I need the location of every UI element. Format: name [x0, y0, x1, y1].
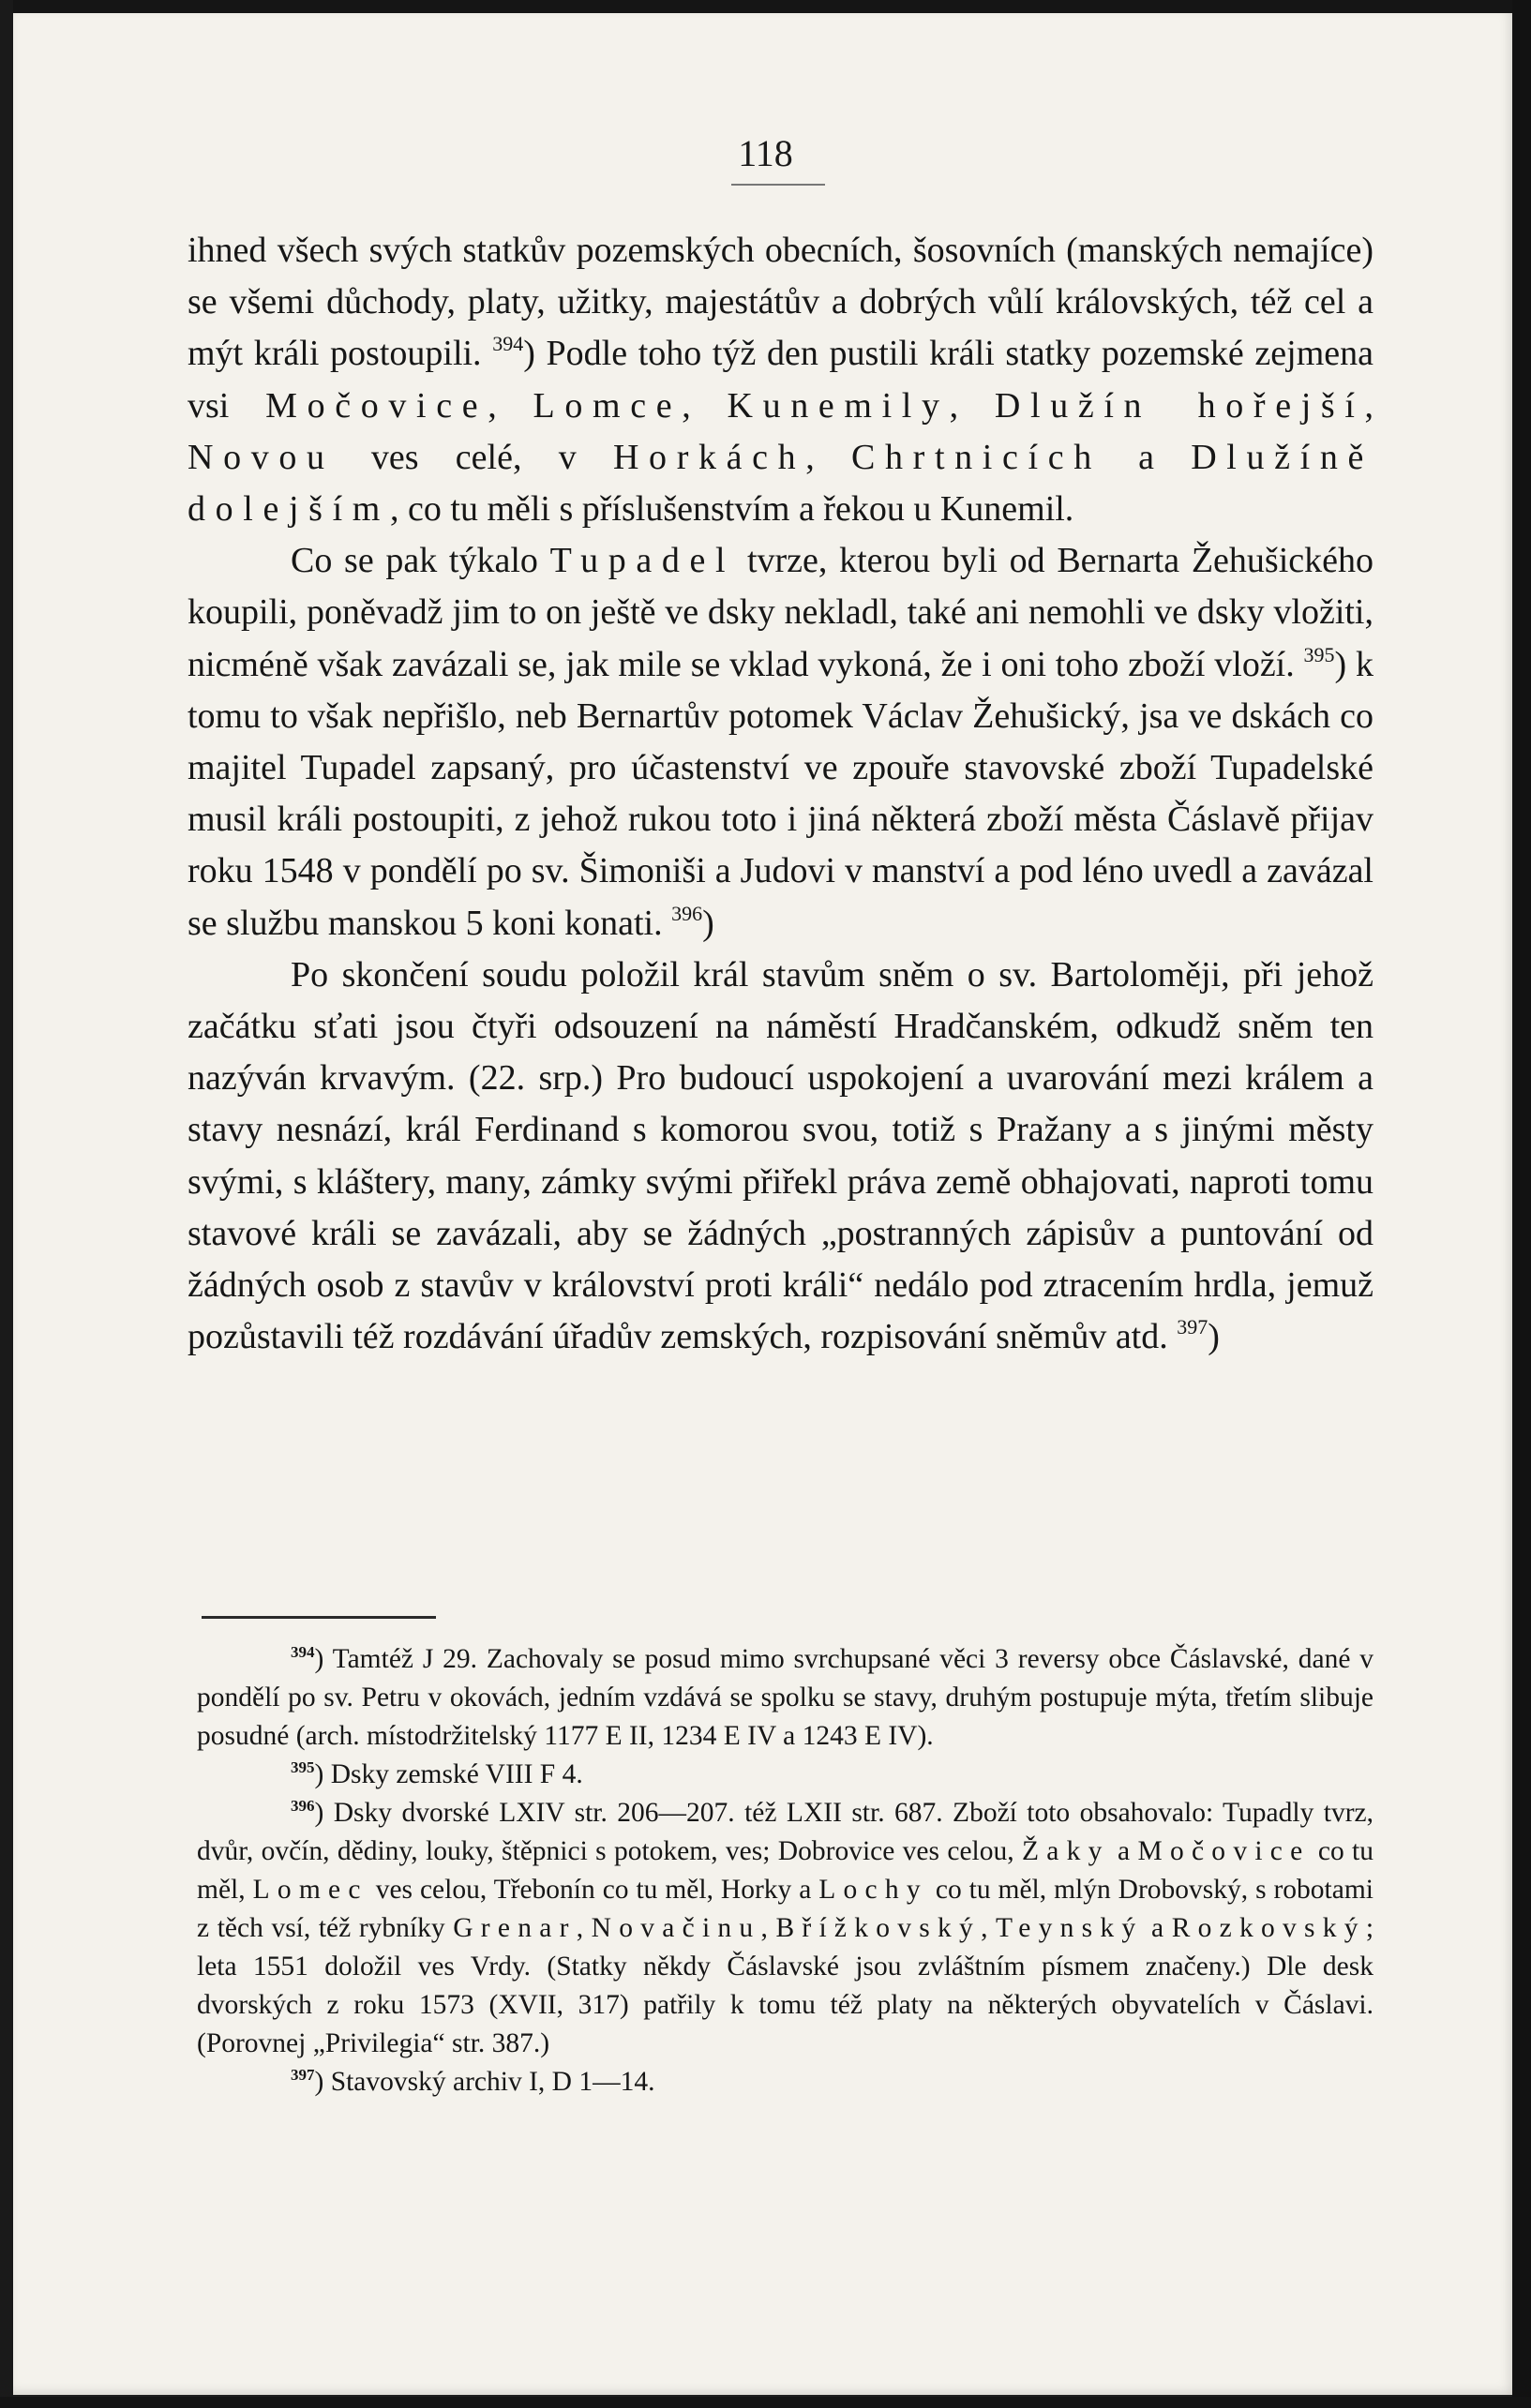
page-number-rule: [731, 184, 825, 186]
spaced-emphasis: Chrtnicích: [851, 437, 1102, 477]
text-run: ihned všech svých statkův pozemských obecních, šosovních (manských nemajíce) se všemi důchody, platy, užitky, majestátův a dobrých vůlí královských, též cel a mýt králi postoupili.: [188, 231, 1373, 374]
scan-border-left: [0, 0, 13, 2408]
text-run: ) Tamtéž J 29. Zachovaly se posud mimo svrchupsané věci 3 reversy obce Čáslavské, dané v pondělí po sv. Petru v okovách, jedním vzdává se spolku se stavy, druhým postupuje mýta, třetím slibuje posudné (arch. místodržitelský 1177 E II, 1234 E IV a 1243 E IV).: [197, 1644, 1373, 1751]
text-run: ,: [981, 1913, 997, 1943]
spaced-emphasis: Lomec: [252, 1875, 368, 1905]
paragraph: [188, 535, 1373, 950]
text-run: ,: [949, 385, 995, 426]
paragraph: [188, 950, 1373, 1364]
footnote-reference: 396: [291, 1797, 315, 1815]
footnote-reference: 394: [291, 1643, 315, 1661]
text-run: , co tu měli s příslušenstvím a řekou u Kunemil.: [390, 489, 1074, 530]
text-run: ,: [576, 1913, 592, 1943]
text-run: ): [702, 903, 714, 943]
spaced-emphasis: Tupadel: [549, 541, 736, 581]
spaced-emphasis: Rozkovský: [1171, 1913, 1366, 1943]
spaced-emphasis: Horkách: [612, 437, 806, 477]
text-run: co tu měl, mlýn Drobovský, s robotami z těch vsí, též rybníky: [197, 1875, 1373, 1943]
spaced-emphasis: Dlužíně dolejším: [188, 437, 1373, 530]
spaced-emphasis: Močovice: [1137, 1836, 1311, 1866]
text-run: ): [1208, 1317, 1220, 1357]
text-run: tvrze, kterou byli od Bernarta Žehušického koupili, poněvadž jim to on ještě ve dsky nekladl, také ani nemohli ve dsky vložiti, nicméně však zavázali se, jak mile se vklad vykoná, že i oni toho zboží vloží.: [188, 541, 1373, 684]
text-run: Co se pak týkalo: [291, 541, 550, 581]
text-run: a: [1143, 1913, 1172, 1943]
footnote: [197, 1756, 1373, 1794]
text-run: ,: [682, 385, 728, 426]
text-run: ,: [1364, 385, 1374, 426]
footnote-reference: 395: [1303, 642, 1335, 666]
spaced-emphasis: Kunemily: [727, 385, 950, 426]
text-run: a: [1109, 1836, 1138, 1866]
footnote-reference: 396: [671, 901, 703, 925]
text-run: ,: [488, 385, 533, 426]
spaced-emphasis: Dlužín hořejší: [994, 385, 1365, 426]
footnote-reference: 397: [291, 2066, 315, 2084]
text-run: ) Podle toho týž den pustili králi statky pozemské zejmena vsi: [188, 334, 1373, 426]
text-run: Po skončení soudu položil král stavům sněm o sv. Bartoloměji, při jehož začátku sťati jsou čtyři odsouzení na náměstí Hradčanském, odkudž sněm ten nazýván krvavým. (22. srp.) Pro budoucí uspokojení a uvarování mezi králem a stavy nesnází, král Ferdinand s komorou svou, totiž s Pražany a s jinými městy svými, s kláštery, many, zámky svými přiřekl práva země obhajovati, naproti tomu stavové králi se zavázali, aby se žádných „postranných zápisův a puntování od žádných osob z stavův v království proti králi“ nedálo pod ztracením hrdla, jemuž pozůstavili též rozdávání úřadův zemských, rozpisování sněmův atd.: [188, 954, 1373, 1357]
main-text: [188, 225, 1373, 1363]
text-run: ) Stavovský archiv I, D 1—14.: [314, 2067, 655, 2097]
footnote: [197, 1794, 1373, 2063]
footnote: [197, 1640, 1373, 1756]
text-run: a: [1101, 437, 1192, 477]
spaced-emphasis: Lomce: [533, 385, 683, 426]
text-run: co tu měl,: [197, 1836, 1374, 1905]
footnote: [197, 2063, 1373, 2101]
footnote-reference: 395: [291, 1758, 315, 1776]
scan-border-top: [0, 0, 1531, 13]
text-run: ; leta 1551 doložil ves Vrdy. (Statky někdy Čáslavské jsou zvláštním písmem značeny.) Dle desk dvorských z roku 1573 (XVII, 317) patřily k tomu též platy na některých obyvatelích v Čáslavi. (Porovnej „Privilegia“ str. 387.): [197, 1913, 1374, 2058]
spaced-emphasis: Novačinu: [591, 1913, 761, 1943]
spaced-emphasis: Grenar: [453, 1913, 577, 1943]
spaced-emphasis: Žaky: [1021, 1836, 1110, 1866]
footnote-separator: [202, 1616, 436, 1619]
spaced-emphasis: Břížkovský: [775, 1913, 982, 1943]
text-run: ) k tomu to však nepřišlo, neb Bernartův potomek Václav Žehušický, jsa ve dskách co majitel Tupadel zapsaný, pro účastenství ve zpouře stavovské zboží Tupadelské musil králi postoupiti, z jehož rukou toto i jiná některá zboží města Čáslavě přijav roku 1548 v pondělí po sv. Šimoniši a Judovi v manství a pod léno uvedl a zavázal se službu manskou 5 koni konati.: [188, 644, 1373, 943]
footnote-reference: 394: [492, 332, 524, 356]
spaced-emphasis: Lochy: [818, 1875, 928, 1905]
text-run: ) Dsky zemské VIII F 4.: [314, 1759, 583, 1789]
spaced-emphasis: Močovice: [265, 385, 488, 426]
footnotes: [197, 1640, 1373, 2101]
text-run: ves celou, Třebonín co tu měl, Horky a: [368, 1875, 819, 1905]
text-run: ) Dsky dvorské LXIV str. 206—207. též LXII str. 687. Zboží toto obsahovalo: Tupadly tvrz, dvůr, ovčín, dědiny, louky, štěpnici s potokem, ves; Dobrovice ves celou,: [197, 1798, 1373, 1866]
scan-border-bottom: [0, 2397, 1531, 2408]
spaced-emphasis: Novou: [188, 437, 335, 477]
text-run: ,: [805, 437, 852, 477]
page-number: 118: [738, 132, 793, 174]
text-run: ,: [760, 1913, 776, 1943]
text-run: ves celé, v: [334, 437, 613, 477]
footnote-reference: 397: [1177, 1315, 1208, 1339]
paragraph: [188, 225, 1373, 535]
spaced-emphasis: Teynský: [996, 1913, 1144, 1943]
scan-border-right: [1512, 0, 1531, 2408]
